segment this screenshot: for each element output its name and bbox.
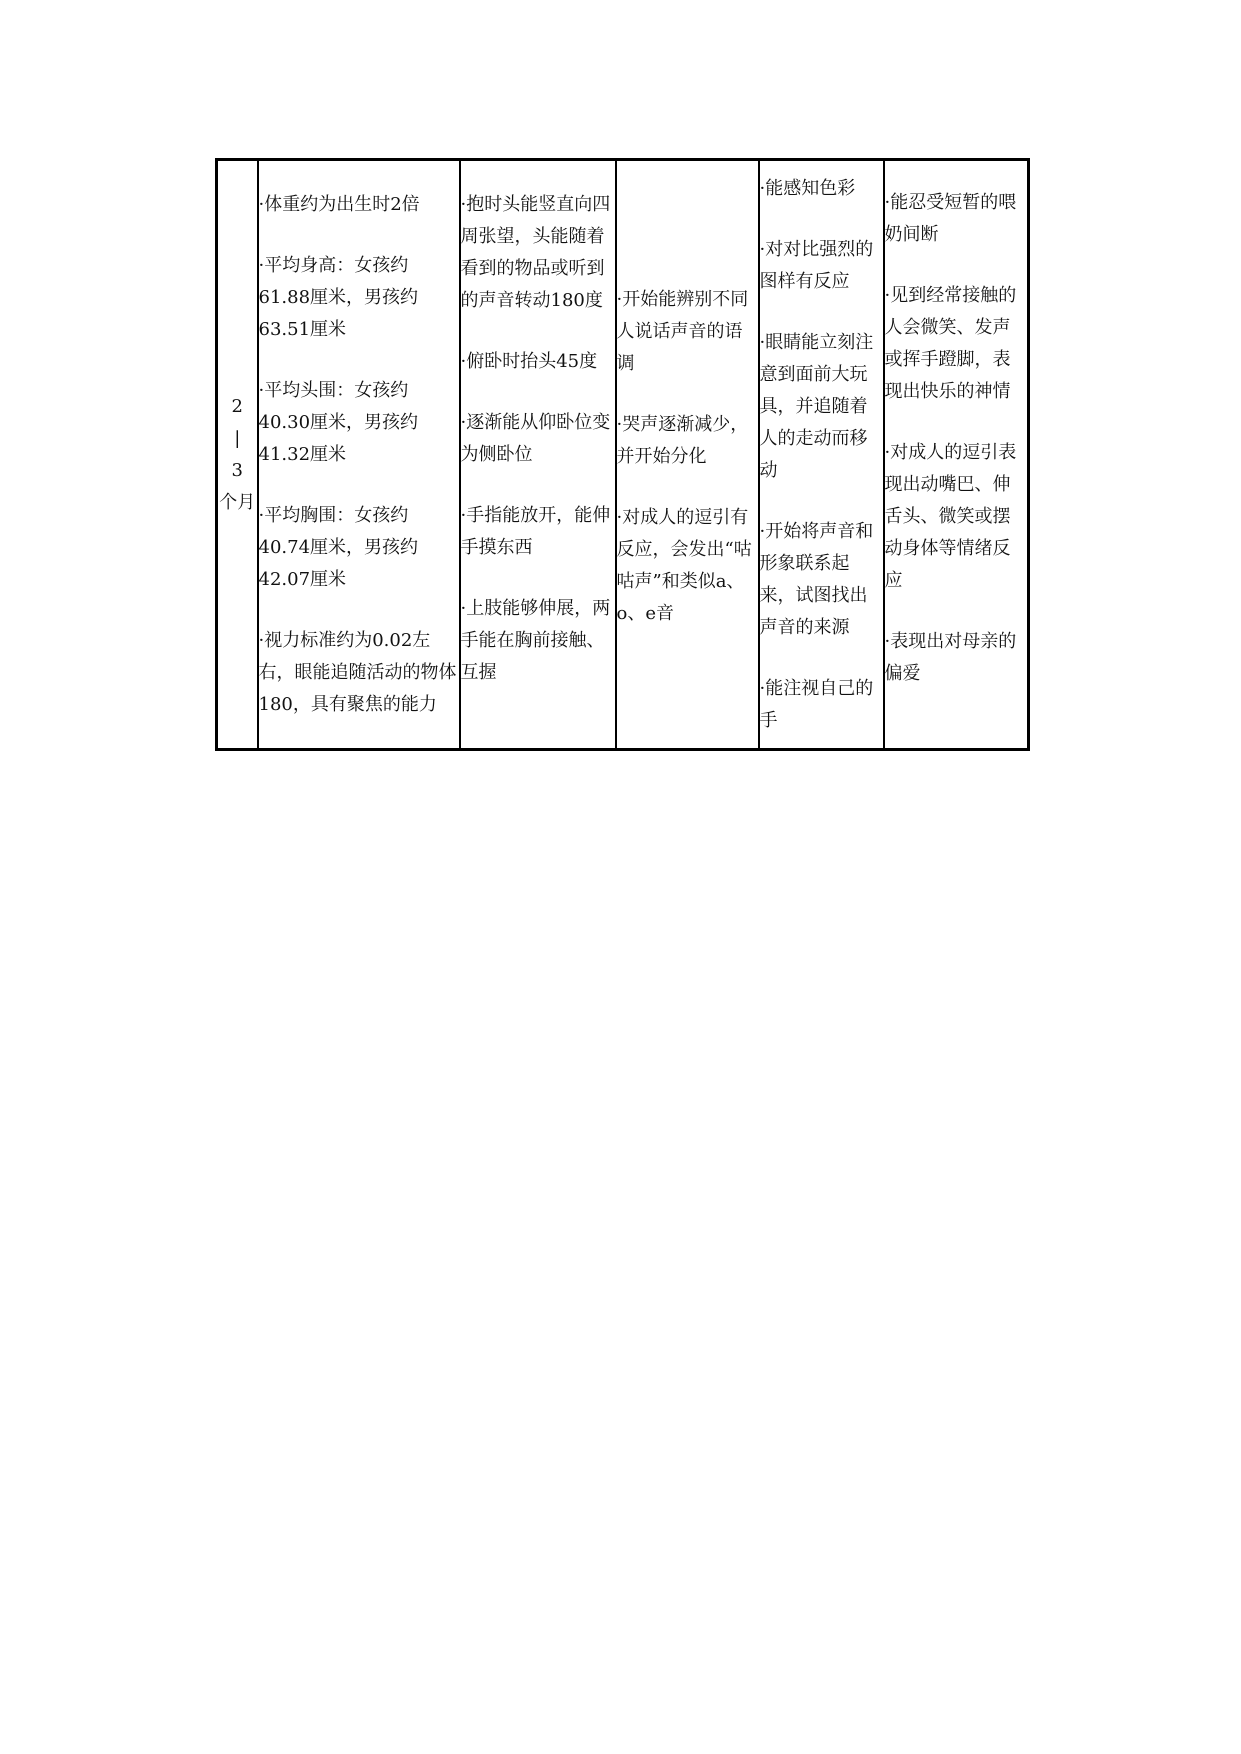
list-item: ·能注视自己的手 (759, 678, 874, 731)
list-item: ·哭声逐渐减少，并开始分化 (616, 414, 749, 467)
list-item: ·上肢能够伸展，两手能在胸前接触、互握 (460, 598, 611, 683)
list-item: ·开始能辨别不同人说话声音的语调 (616, 289, 749, 374)
list-item: ·对成人的逗引有反应，会发出“咕咕声”和类似a、o、e音 (616, 507, 752, 624)
list-item: ·平均胸围：女孩约40.74厘米，男孩约42.07厘米 (258, 505, 419, 590)
development-table (215, 158, 1030, 751)
list-item: ·对对比强烈的图样有反应 (759, 239, 874, 292)
list-item: ·能感知色彩 (759, 178, 856, 199)
age-text: 3 (231, 459, 243, 481)
age-text: | (234, 427, 241, 449)
list-item: ·俯卧时抬头45度 (460, 351, 598, 372)
list-item: ·体重约为出生时2倍 (258, 194, 420, 215)
list-item: ·开始将声音和形象联系起来，试图找出声音的来源 (759, 521, 874, 638)
list-item: ·表现出对母亲的偏爱 (884, 631, 1017, 684)
list-item: ·抱时头能竖直向四周张望，头能随着看到的物品或听到的声音转动180度 (460, 194, 611, 311)
list-item: ·平均身高：女孩约61.88厘米，男孩约63.51厘米 (258, 255, 419, 340)
list-item: ·逐渐能从仰卧位变为侧卧位 (460, 412, 611, 465)
age-text: 个月 (219, 491, 256, 513)
list-item: ·平均头围：女孩约40.30厘米，男孩约41.32厘米 (258, 380, 419, 465)
list-item: ·视力标准约为0.02左右，眼能追随活动的物体180，具有聚焦的能力 (258, 630, 457, 715)
list-item: ·眼睛能立刻注意到面前大玩具，并追随着人的走动而移动 (759, 332, 874, 481)
list-item: ·见到经常接触的人会微笑、发声或挥手蹬脚，表现出快乐的神情 (884, 285, 1017, 402)
social-emotional-cell (884, 160, 1029, 750)
table-row (217, 160, 1029, 750)
age-text: 2 (231, 395, 243, 417)
list-item: ·能忍受短暂的喂奶间断 (884, 192, 1017, 245)
age-cell (217, 160, 258, 750)
motor-development-cell (460, 160, 616, 750)
cognitive-development-cell (759, 160, 884, 750)
language-development-cell (616, 160, 759, 750)
physical-development-cell (258, 160, 460, 750)
list-item: ·对成人的逗引表现出动嘴巴、伸舌头、微笑或摆动身体等情绪反应 (884, 442, 1017, 591)
list-item: ·手指能放开，能伸手摸东西 (460, 505, 611, 558)
